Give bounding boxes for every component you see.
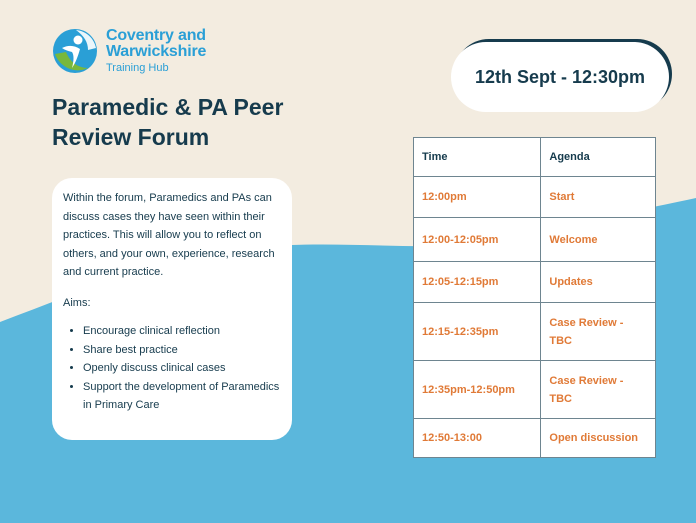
date-text: 12th Sept - 12:30pm <box>474 66 646 87</box>
agenda-cell: Updates <box>541 262 656 303</box>
time-cell: 12:15-12:35pm <box>414 303 541 361</box>
agenda-cell: Welcome <box>541 218 656 262</box>
page-title: Paramedic & PA Peer Review Forum <box>52 94 284 150</box>
aims-list <box>63 322 280 415</box>
table-row <box>414 361 656 419</box>
aim-item: • Share best practice <box>83 341 280 360</box>
aim-item: • Encourage clinical reflection <box>83 322 280 341</box>
description-paragraph: Within the forum, Paramedics and PAs can discuss cases they have seen within their practices. This will allow you to reflect on others, and your own, experience, research and current practice. <box>63 192 275 278</box>
aim-item: • Openly discuss clinical cases <box>83 359 280 378</box>
info-card <box>52 178 292 440</box>
logo-text-line1: Coventry and <box>106 27 206 44</box>
agenda-column-header: Agenda <box>541 138 656 177</box>
table-row <box>414 303 656 361</box>
table-row <box>414 419 656 458</box>
agenda-cell: Open discussion <box>541 419 656 458</box>
time-column-header: Time <box>414 138 541 177</box>
time-cell: 12:05-12:15pm <box>414 262 541 303</box>
date-badge <box>451 42 669 112</box>
agenda-header-row <box>414 138 656 177</box>
agenda-cell: Case Review - TBC <box>541 303 656 361</box>
logo-text-line3: Training Hub <box>106 62 169 74</box>
time-cell: 12:35pm-12:50pm <box>414 361 541 419</box>
table-row <box>414 177 656 218</box>
agenda-cell: Start <box>541 177 656 218</box>
aim-item: • Support the development of Paramedics in Primary Care <box>83 378 280 415</box>
agenda-cell: Case Review - TBC <box>541 361 656 419</box>
training-hub-logo <box>52 28 206 74</box>
table-row <box>414 218 656 262</box>
time-cell: 12:00-12:05pm <box>414 218 541 262</box>
time-cell: 12:00pm <box>414 177 541 218</box>
agenda-table <box>413 137 656 458</box>
time-cell: 12:50-13:00 <box>414 419 541 458</box>
aims-label: Aims: <box>63 296 91 309</box>
table-row <box>414 262 656 303</box>
training-hub-logo-icon <box>52 28 98 74</box>
logo-text-line2: Warwickshire <box>106 43 207 60</box>
